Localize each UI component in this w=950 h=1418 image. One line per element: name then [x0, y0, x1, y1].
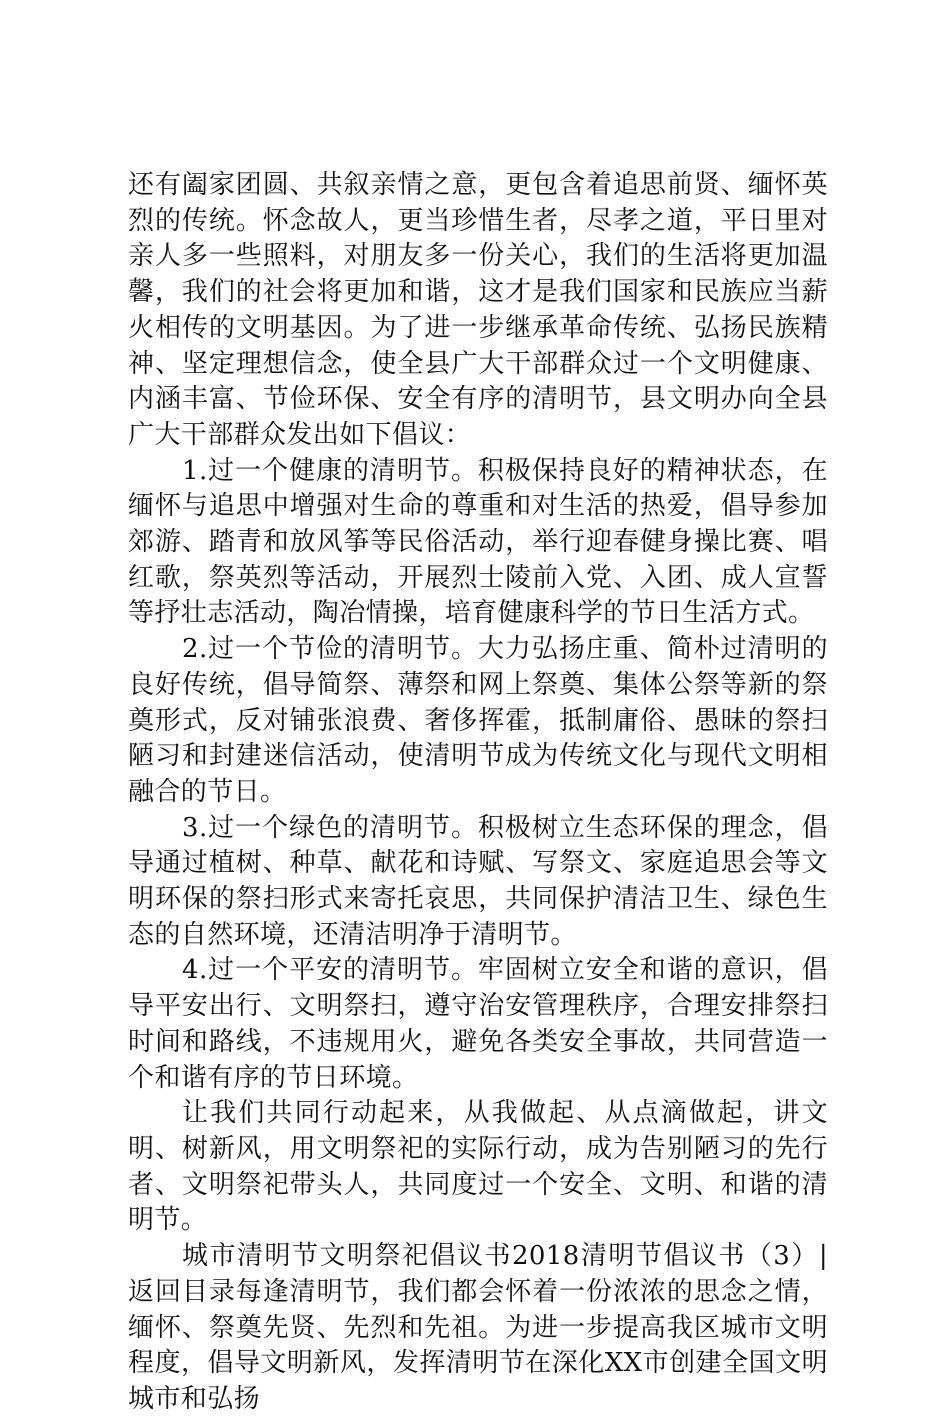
- next-section-paragraph: 城市清明节文明祭祀倡议书2018清明节倡议书（3）|返回目录每逢清明节，我们都会怀着一份浓浓的思念之情，缅怀、祭奠先贤、先烈和先祖。为进一步提高我区城市文明程度，倡导文明新风，发挥清明节在深化XX市创建全国文明城市和弘扬: [128, 1241, 828, 1414]
- proposal-item-1: 1.过一个健康的清明节。积极保持良好的精神状态，在缅怀与追思中增强对生命的尊重和对生活的热爱，倡导参加郊游、踏青和放风筝等民俗活动，举行迎春健身操比赛、唱红歌，祭英烈等活动，开展烈士陵前入党、入团、成人宣誓等抒壮志活动，陶冶情操，培育健康科学的节日生活方式。: [128, 455, 828, 629]
- proposal-item-3: 3.过一个绿色的清明节。积极树立生态环保的理念，倡导通过植树、种草、献花和诗赋、写祭文、家庭追思会等文明环保的祭扫形式来寄托哀思，共同保护清洁卫生、绿色生态的自然环境，还清洁明净于清明节。: [128, 812, 828, 950]
- proposal-item-4: 4.过一个平安的清明节。牢固树立安全和谐的意识，倡导平安出行、文明祭扫，遵守治安管理秩序，合理安排祭扫时间和路线，不违规用火，避免各类安全事故，共同营造一个和谐有序的节日环境。: [128, 955, 828, 1093]
- closing-paragraph: 让我们共同行动起来，从我做起、从点滴做起，讲文明、树新风，用文明祭祀的实际行动，成为告别陋习的先行者、文明祭祀带头人，共同度过一个安全、文明、和谐的清明节。: [128, 1098, 828, 1236]
- intro-paragraph: 还有阖家团圆、共叙亲情之意，更包含着追思前贤、缅怀英烈的传统。怀念故人，更当珍惜生者，尽孝之道，平日里对亲人多一些照料，对朋友多一份关心，我们的生活将更加温馨，我们的社会将更加和谐，这才是我们国家和民族应当薪火相传的文明基因。为了进一步继承革命传统、弘扬民族精神、坚定理想信念，使全县广大干部群众过一个文明健康、内涵丰富、节俭环保、安全有序的清明节，县文明办向全县广大干部群众发出如下倡议：: [128, 170, 828, 450]
- proposal-item-2: 2.过一个节俭的清明节。大力弘扬庄重、简朴过清明的良好传统，倡导简祭、薄祭和网上祭奠、集体公祭等新的祭奠形式，反对铺张浪费、奢侈挥霍，抵制庸俗、愚昧的祭扫陋习和封建迷信活动，使清明节成为传统文化与现代文明相融合的节日。: [128, 634, 828, 807]
- document-body: [128, 168, 828, 1418]
